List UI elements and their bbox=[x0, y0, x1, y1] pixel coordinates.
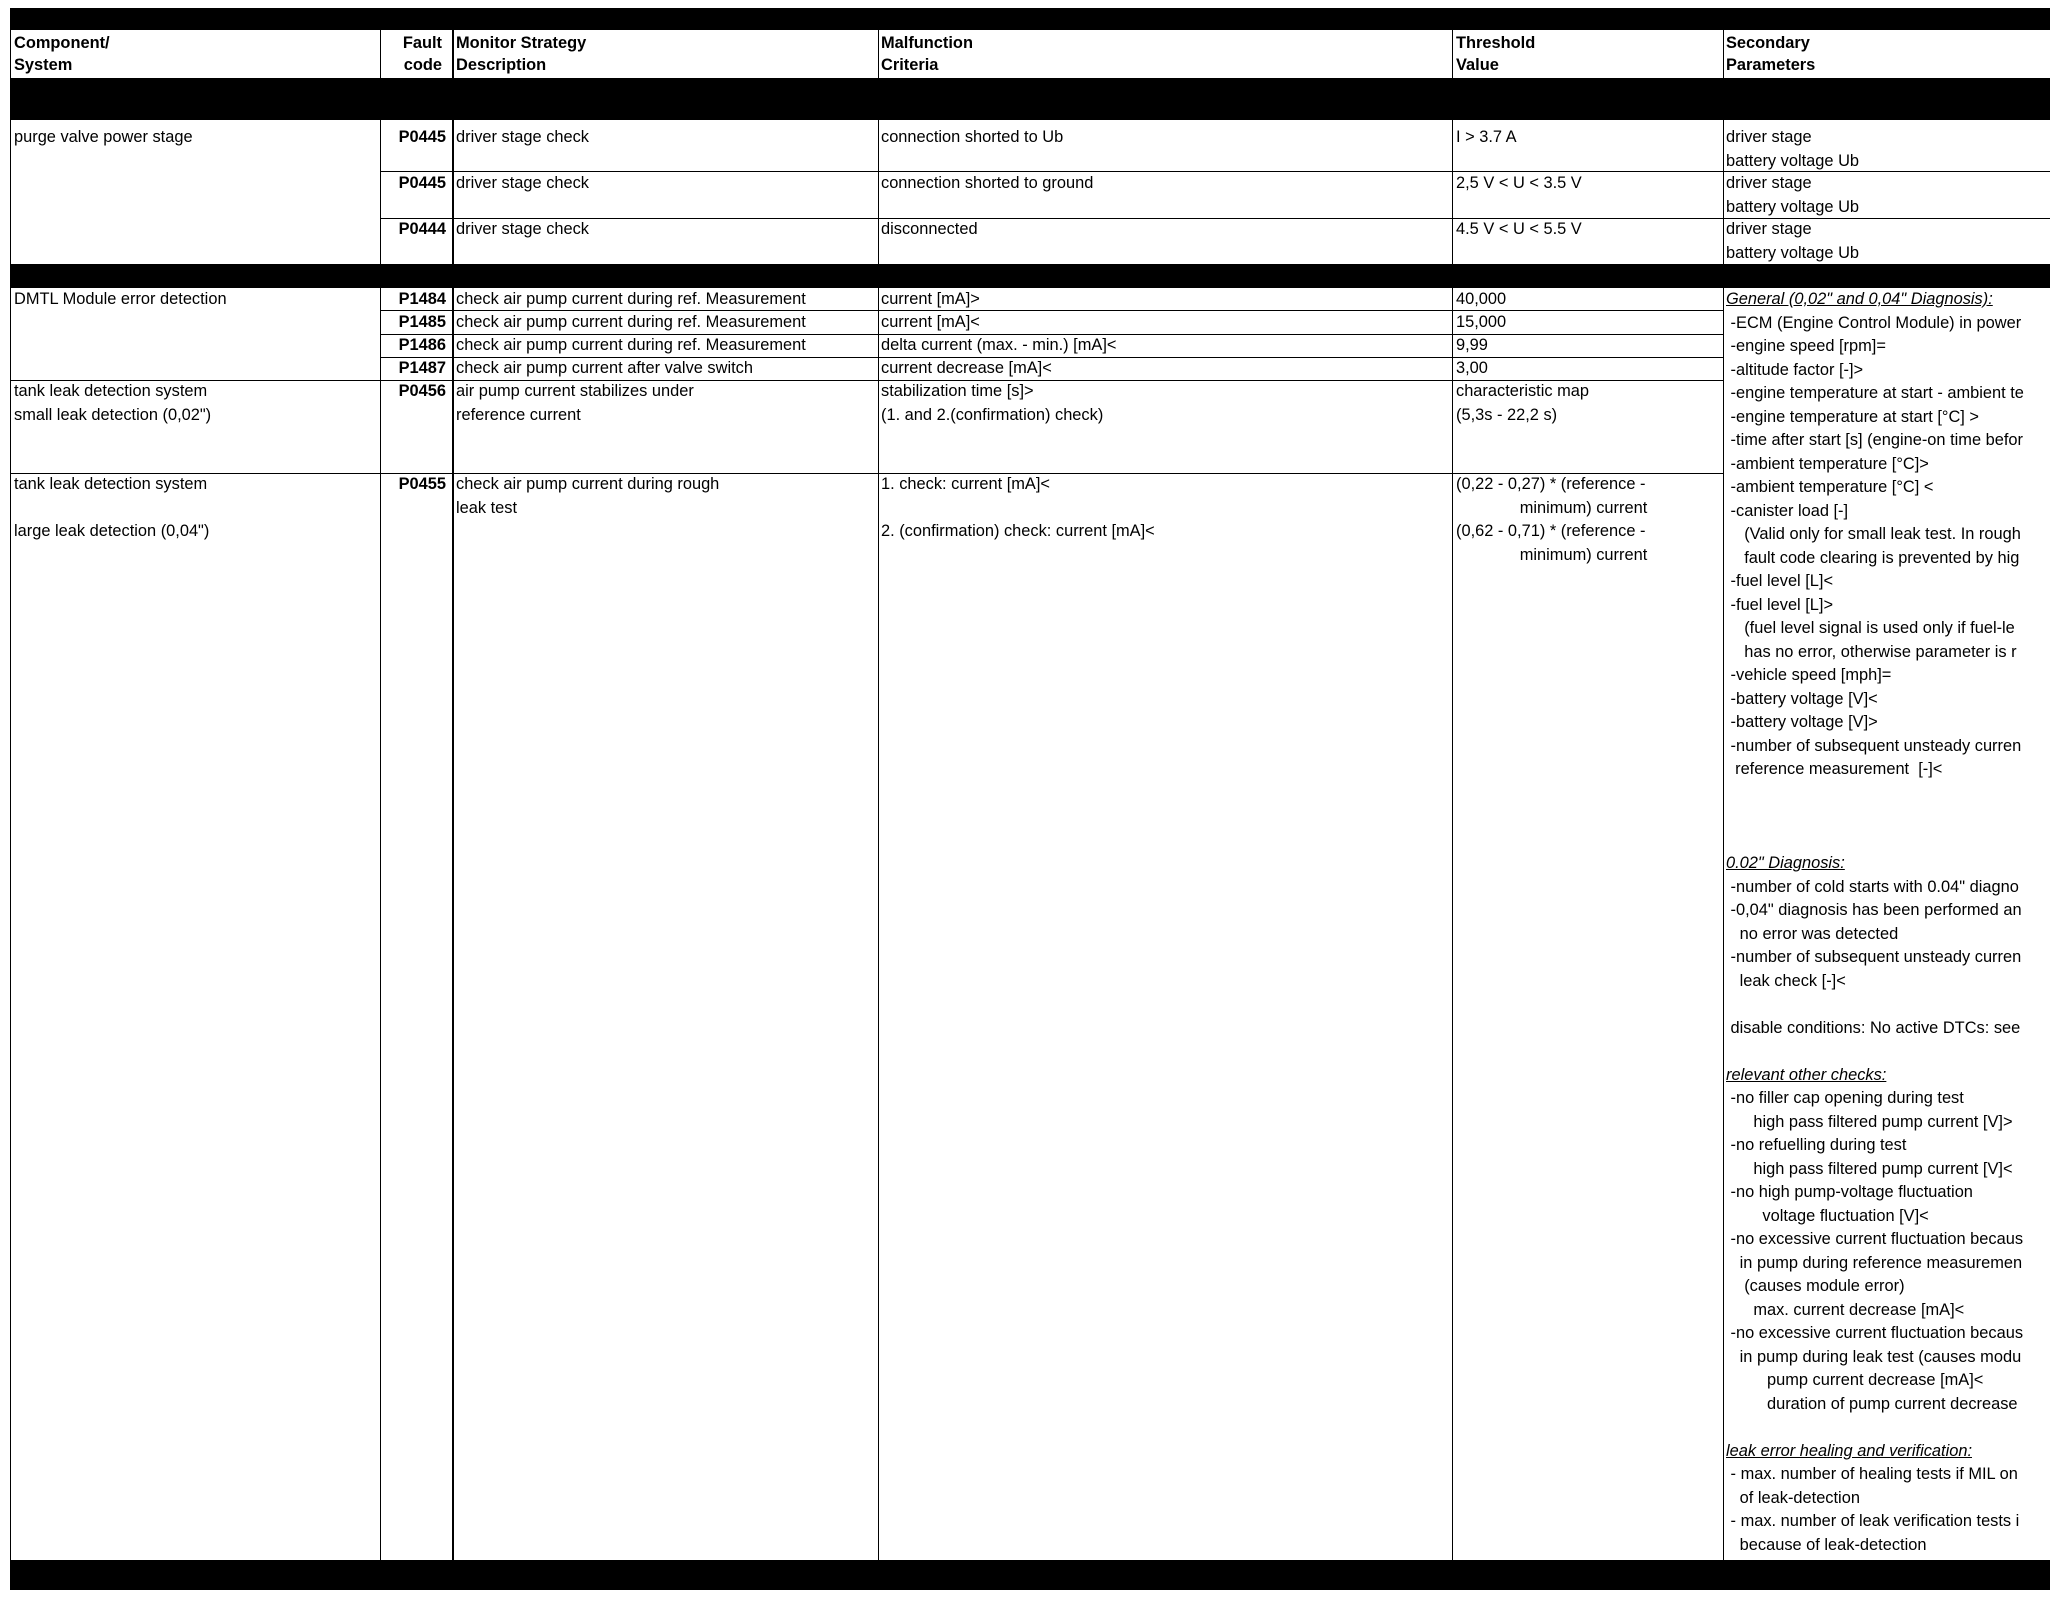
table-left-border bbox=[10, 30, 11, 1560]
header-component-line2: System bbox=[14, 56, 73, 74]
purge-component: purge valve power stage bbox=[14, 128, 193, 146]
dmtl-row2-monitor: check air pump current during ref. Measurement bbox=[456, 313, 806, 331]
dmtl-row3-code: P1486 bbox=[398, 336, 446, 354]
monitor-line: check air pump current during rough bbox=[456, 475, 720, 493]
monitor-line: reference current bbox=[456, 405, 581, 424]
secondary-param-line: -ECM (Engine Control Module) in power bbox=[1726, 313, 2022, 332]
col-line-5 bbox=[1723, 30, 1724, 1560]
secondary-param-line bbox=[1726, 805, 2024, 829]
large-leak-criteria bbox=[881, 473, 1155, 544]
threshold-line: characteristic map bbox=[1456, 382, 1589, 400]
header-malfunction-line1: Malfunction bbox=[881, 34, 973, 52]
large-leak-monitor bbox=[456, 473, 719, 520]
purge-row1-monitor: driver stage check bbox=[456, 128, 590, 146]
small-leak-monitor bbox=[456, 380, 694, 427]
secondary-param-line: duration of pump current decrease bbox=[1726, 1394, 2018, 1413]
header-secondary bbox=[1726, 32, 1815, 76]
secondary-param-line: fault code clearing is prevented by hig bbox=[1726, 548, 2020, 567]
dmtl-row3-criteria: delta current (max. - min.) [mA]< bbox=[881, 336, 1117, 354]
secondary-param-line: - max. number of healing tests if MIL on bbox=[1726, 1465, 2018, 1483]
secondary-param-line: reference measurement [-]< bbox=[1726, 760, 1943, 778]
component-line: large leak detection (0,04") bbox=[14, 522, 210, 540]
component-line: small leak detection (0,02") bbox=[14, 405, 212, 424]
purge-row2-threshold: 2,5 V < U < 3.5 V bbox=[1456, 174, 1582, 192]
purge-row1-secondary bbox=[1726, 126, 1859, 173]
secondary-param-line: -no excessive current fluctuation becaus bbox=[1726, 1324, 2024, 1342]
header-threshold bbox=[1456, 32, 1535, 76]
secondary-param-line: disable conditions: No active DTCs: see bbox=[1726, 1018, 2021, 1037]
dmtl-row4-monitor: check air pump current after valve switch bbox=[456, 359, 753, 377]
header-malfunction bbox=[881, 32, 973, 76]
header-monitor bbox=[456, 32, 586, 76]
small-leak-component bbox=[14, 380, 211, 427]
secondary-section-heading: leak error healing and verification: bbox=[1726, 1441, 1972, 1460]
secondary-param-line: -no excessive current fluctuation becaus bbox=[1726, 1230, 2024, 1248]
secondary-param-line: because of leak-detection bbox=[1726, 1535, 1927, 1554]
secondary-param-line: -0,04" diagnosis has been performed an bbox=[1726, 901, 2022, 919]
dmtl-row2-code: P1485 bbox=[398, 313, 446, 331]
secondary-param-line: in pump during reference measuremen bbox=[1726, 1253, 2023, 1272]
secondary-param-line bbox=[1726, 993, 2024, 1017]
monitor-line: leak test bbox=[456, 498, 518, 517]
secondary-param-line bbox=[1726, 829, 2024, 853]
criteria-line bbox=[881, 497, 1155, 521]
header-divider-bar bbox=[10, 78, 2050, 120]
purge-row2-monitor: driver stage check bbox=[456, 174, 590, 192]
secondary-param-line: -ambient temperature [°C]> bbox=[1726, 454, 1929, 473]
secondary-param-line: (causes module error) bbox=[1726, 1277, 1905, 1295]
col-line-4 bbox=[1452, 30, 1453, 1560]
small-leak-criteria bbox=[881, 380, 1103, 427]
header-fault-line1: Fault bbox=[402, 34, 442, 52]
small-leak-threshold bbox=[1456, 380, 1589, 427]
header-malfunction-line2: Criteria bbox=[881, 56, 939, 74]
secondary-param-line: high pass filtered pump current [V]> bbox=[1726, 1112, 2013, 1131]
secondary-param-line: -number of cold starts with 0.04" diagno bbox=[1726, 877, 2019, 896]
dmtl-component: DMTL Module error detection bbox=[14, 290, 227, 308]
secondary-param-line: -fuel level [L]< bbox=[1726, 572, 1834, 590]
secondary-param-line: -vehicle speed [mph]= bbox=[1726, 666, 1892, 684]
purge-row1-criteria: connection shorted to Ub bbox=[881, 128, 1064, 146]
monitor-line: air pump current stabilizes under bbox=[456, 382, 694, 400]
dmtl-row4-code: P1487 bbox=[398, 359, 446, 377]
component-line: tank leak detection system bbox=[14, 475, 208, 493]
dmtl-row4-threshold: 3,00 bbox=[1456, 359, 1488, 377]
header-component-line1: Component/ bbox=[14, 34, 110, 52]
secondary-param-line: pump current decrease [mA]< bbox=[1726, 1371, 1984, 1389]
small-leak-code: P0456 bbox=[398, 382, 446, 400]
threshold-line: (5,3s - 22,2 s) bbox=[1456, 405, 1558, 424]
large-leak-component bbox=[14, 473, 209, 544]
secondary-param-line: high pass filtered pump current [V]< bbox=[1726, 1159, 2013, 1178]
secondary-line: battery voltage Ub bbox=[1726, 243, 1860, 262]
secondary-param-line: -canister load [-] bbox=[1726, 501, 1849, 520]
secondary-param-line: -no refuelling during test bbox=[1726, 1136, 1907, 1154]
dmtl-row1-threshold: 40,000 bbox=[1456, 290, 1507, 308]
threshold-line: (0,22 - 0,27) * (reference - bbox=[1456, 475, 1646, 493]
dmtl-row1-monitor: check air pump current during ref. Measurement bbox=[456, 290, 806, 308]
purge-row2-secondary bbox=[1726, 172, 1859, 219]
component-line bbox=[14, 497, 209, 521]
bottom-bar bbox=[10, 1560, 2050, 1590]
dmtl-row3-threshold: 9,99 bbox=[1456, 336, 1488, 354]
large-leak-threshold bbox=[1456, 473, 1647, 567]
col-line-3 bbox=[878, 30, 879, 1560]
secondary-param-line: max. current decrease [mA]< bbox=[1726, 1300, 1965, 1319]
criteria-line: 2. (confirmation) check: current [mA]< bbox=[881, 522, 1155, 540]
secondary-param-line: -battery voltage [V]< bbox=[1726, 689, 1878, 708]
criteria-line: stabilization time [s]> bbox=[881, 382, 1034, 400]
secondary-line: driver stage bbox=[1726, 220, 1812, 238]
secondary-param-line: -no high pump-voltage fluctuation bbox=[1726, 1183, 1973, 1201]
secondary-param-line: of leak-detection bbox=[1726, 1488, 1860, 1507]
header-threshold-line1: Threshold bbox=[1456, 34, 1536, 52]
secondary-param-line: - max. number of leak verification tests i bbox=[1726, 1512, 2020, 1530]
purge-row1-code: P0445 bbox=[398, 128, 446, 146]
secondary-param-line: -time after start [s] (engine-on time befor bbox=[1726, 431, 2023, 449]
purge-row3-monitor: driver stage check bbox=[456, 220, 590, 238]
dmtl-row4-criteria: current decrease [mA]< bbox=[881, 359, 1052, 377]
secondary-section-heading: relevant other checks: bbox=[1726, 1065, 1887, 1084]
purge-row3-criteria: disconnected bbox=[881, 220, 978, 238]
secondary-param-line: -fuel level [L]> bbox=[1726, 595, 1834, 614]
col-line-2 bbox=[452, 30, 454, 1560]
criteria-line: 1. check: current [mA]< bbox=[881, 475, 1050, 493]
threshold-line: (0,62 - 0,71) * (reference - bbox=[1456, 522, 1646, 540]
secondary-param-line bbox=[1726, 1040, 2024, 1064]
secondary-param-line: -engine temperature at start - ambient te bbox=[1726, 384, 2024, 402]
secondary-param-line: -battery voltage [V]> bbox=[1726, 713, 1878, 731]
dmtl-row2-criteria: current [mA]< bbox=[881, 313, 980, 331]
header-fault bbox=[382, 32, 442, 76]
header-monitor-line2: Description bbox=[456, 56, 547, 74]
col-line-1 bbox=[380, 30, 381, 1560]
dmtl-row3-monitor: check air pump current during ref. Measurement bbox=[456, 336, 806, 354]
secondary-line: battery voltage Ub bbox=[1726, 197, 1860, 216]
secondary-param-line: -no filler cap opening during test bbox=[1726, 1089, 1964, 1107]
secondary-param-line: (Valid only for small leak test. In rough bbox=[1726, 525, 2021, 543]
secondary-param-line: -altitude factor [-]> bbox=[1726, 360, 1864, 379]
dmtl-row1-code: P1484 bbox=[398, 290, 446, 308]
header-secondary-line2: Parameters bbox=[1726, 56, 1816, 74]
secondary-section-heading: General (0,02" and 0,04" Diagnosis): bbox=[1726, 290, 1993, 308]
header-secondary-line1: Secondary bbox=[1726, 34, 1810, 52]
purge-row2-code: P0445 bbox=[398, 174, 446, 192]
secondary-param-line: (fuel level signal is used only if fuel-le bbox=[1726, 619, 2015, 637]
secondary-param-line: -number of subsequent unsteady curren bbox=[1726, 736, 2022, 755]
top-bar bbox=[10, 8, 2050, 30]
secondary-param-line: has no error, otherwise parameter is r bbox=[1726, 642, 2017, 661]
criteria-line: (1. and 2.(confirmation) check) bbox=[881, 405, 1104, 424]
dmtl-row1-criteria: current [mA]> bbox=[881, 290, 980, 308]
secondary-param-line bbox=[1726, 782, 2024, 806]
purge-row2-criteria: connection shorted to ground bbox=[881, 174, 1094, 192]
secondary-line: driver stage bbox=[1726, 128, 1812, 146]
purge-row3-secondary bbox=[1726, 218, 1859, 265]
secondary-section-heading: 0.02" Diagnosis: bbox=[1726, 854, 1845, 872]
threshold-line: minimum) current bbox=[1456, 545, 1648, 564]
component-line: tank leak detection system bbox=[14, 382, 208, 400]
secondary-param-line: -number of subsequent unsteady curren bbox=[1726, 948, 2022, 966]
secondary-param-line: no error was detected bbox=[1726, 924, 1899, 943]
secondary-line: driver stage bbox=[1726, 174, 1812, 192]
header-monitor-line1: Monitor Strategy bbox=[456, 34, 587, 52]
purge-row3-threshold: 4.5 V < U < 5.5 V bbox=[1456, 220, 1582, 238]
secondary-param-line: -engine speed [rpm]= bbox=[1726, 337, 1886, 355]
dmtl-row2-threshold: 15,000 bbox=[1456, 313, 1507, 331]
header-threshold-line2: Value bbox=[1456, 56, 1499, 74]
threshold-line: minimum) current bbox=[1456, 498, 1648, 517]
header-component bbox=[14, 32, 110, 76]
secondary-param-line: in pump during leak test (causes modu bbox=[1726, 1347, 2022, 1366]
secondary-param-line: -ambient temperature [°C] < bbox=[1726, 478, 1934, 496]
secondary-parameters-list bbox=[1726, 288, 2024, 1557]
purge-row3-code: P0444 bbox=[398, 220, 446, 238]
secondary-param-line bbox=[1726, 1416, 2024, 1440]
secondary-param-line: -engine temperature at start [°C] > bbox=[1726, 407, 1979, 426]
large-leak-code: P0455 bbox=[398, 475, 446, 493]
header-fault-line2: code bbox=[403, 56, 442, 74]
purge-row1-threshold: I > 3.7 A bbox=[1456, 128, 1517, 146]
secondary-param-line: voltage fluctuation [V]< bbox=[1726, 1206, 1929, 1225]
section-divider-bar bbox=[10, 264, 2050, 288]
secondary-line: battery voltage Ub bbox=[1726, 151, 1860, 170]
secondary-param-line: leak check [-]< bbox=[1726, 971, 1846, 990]
